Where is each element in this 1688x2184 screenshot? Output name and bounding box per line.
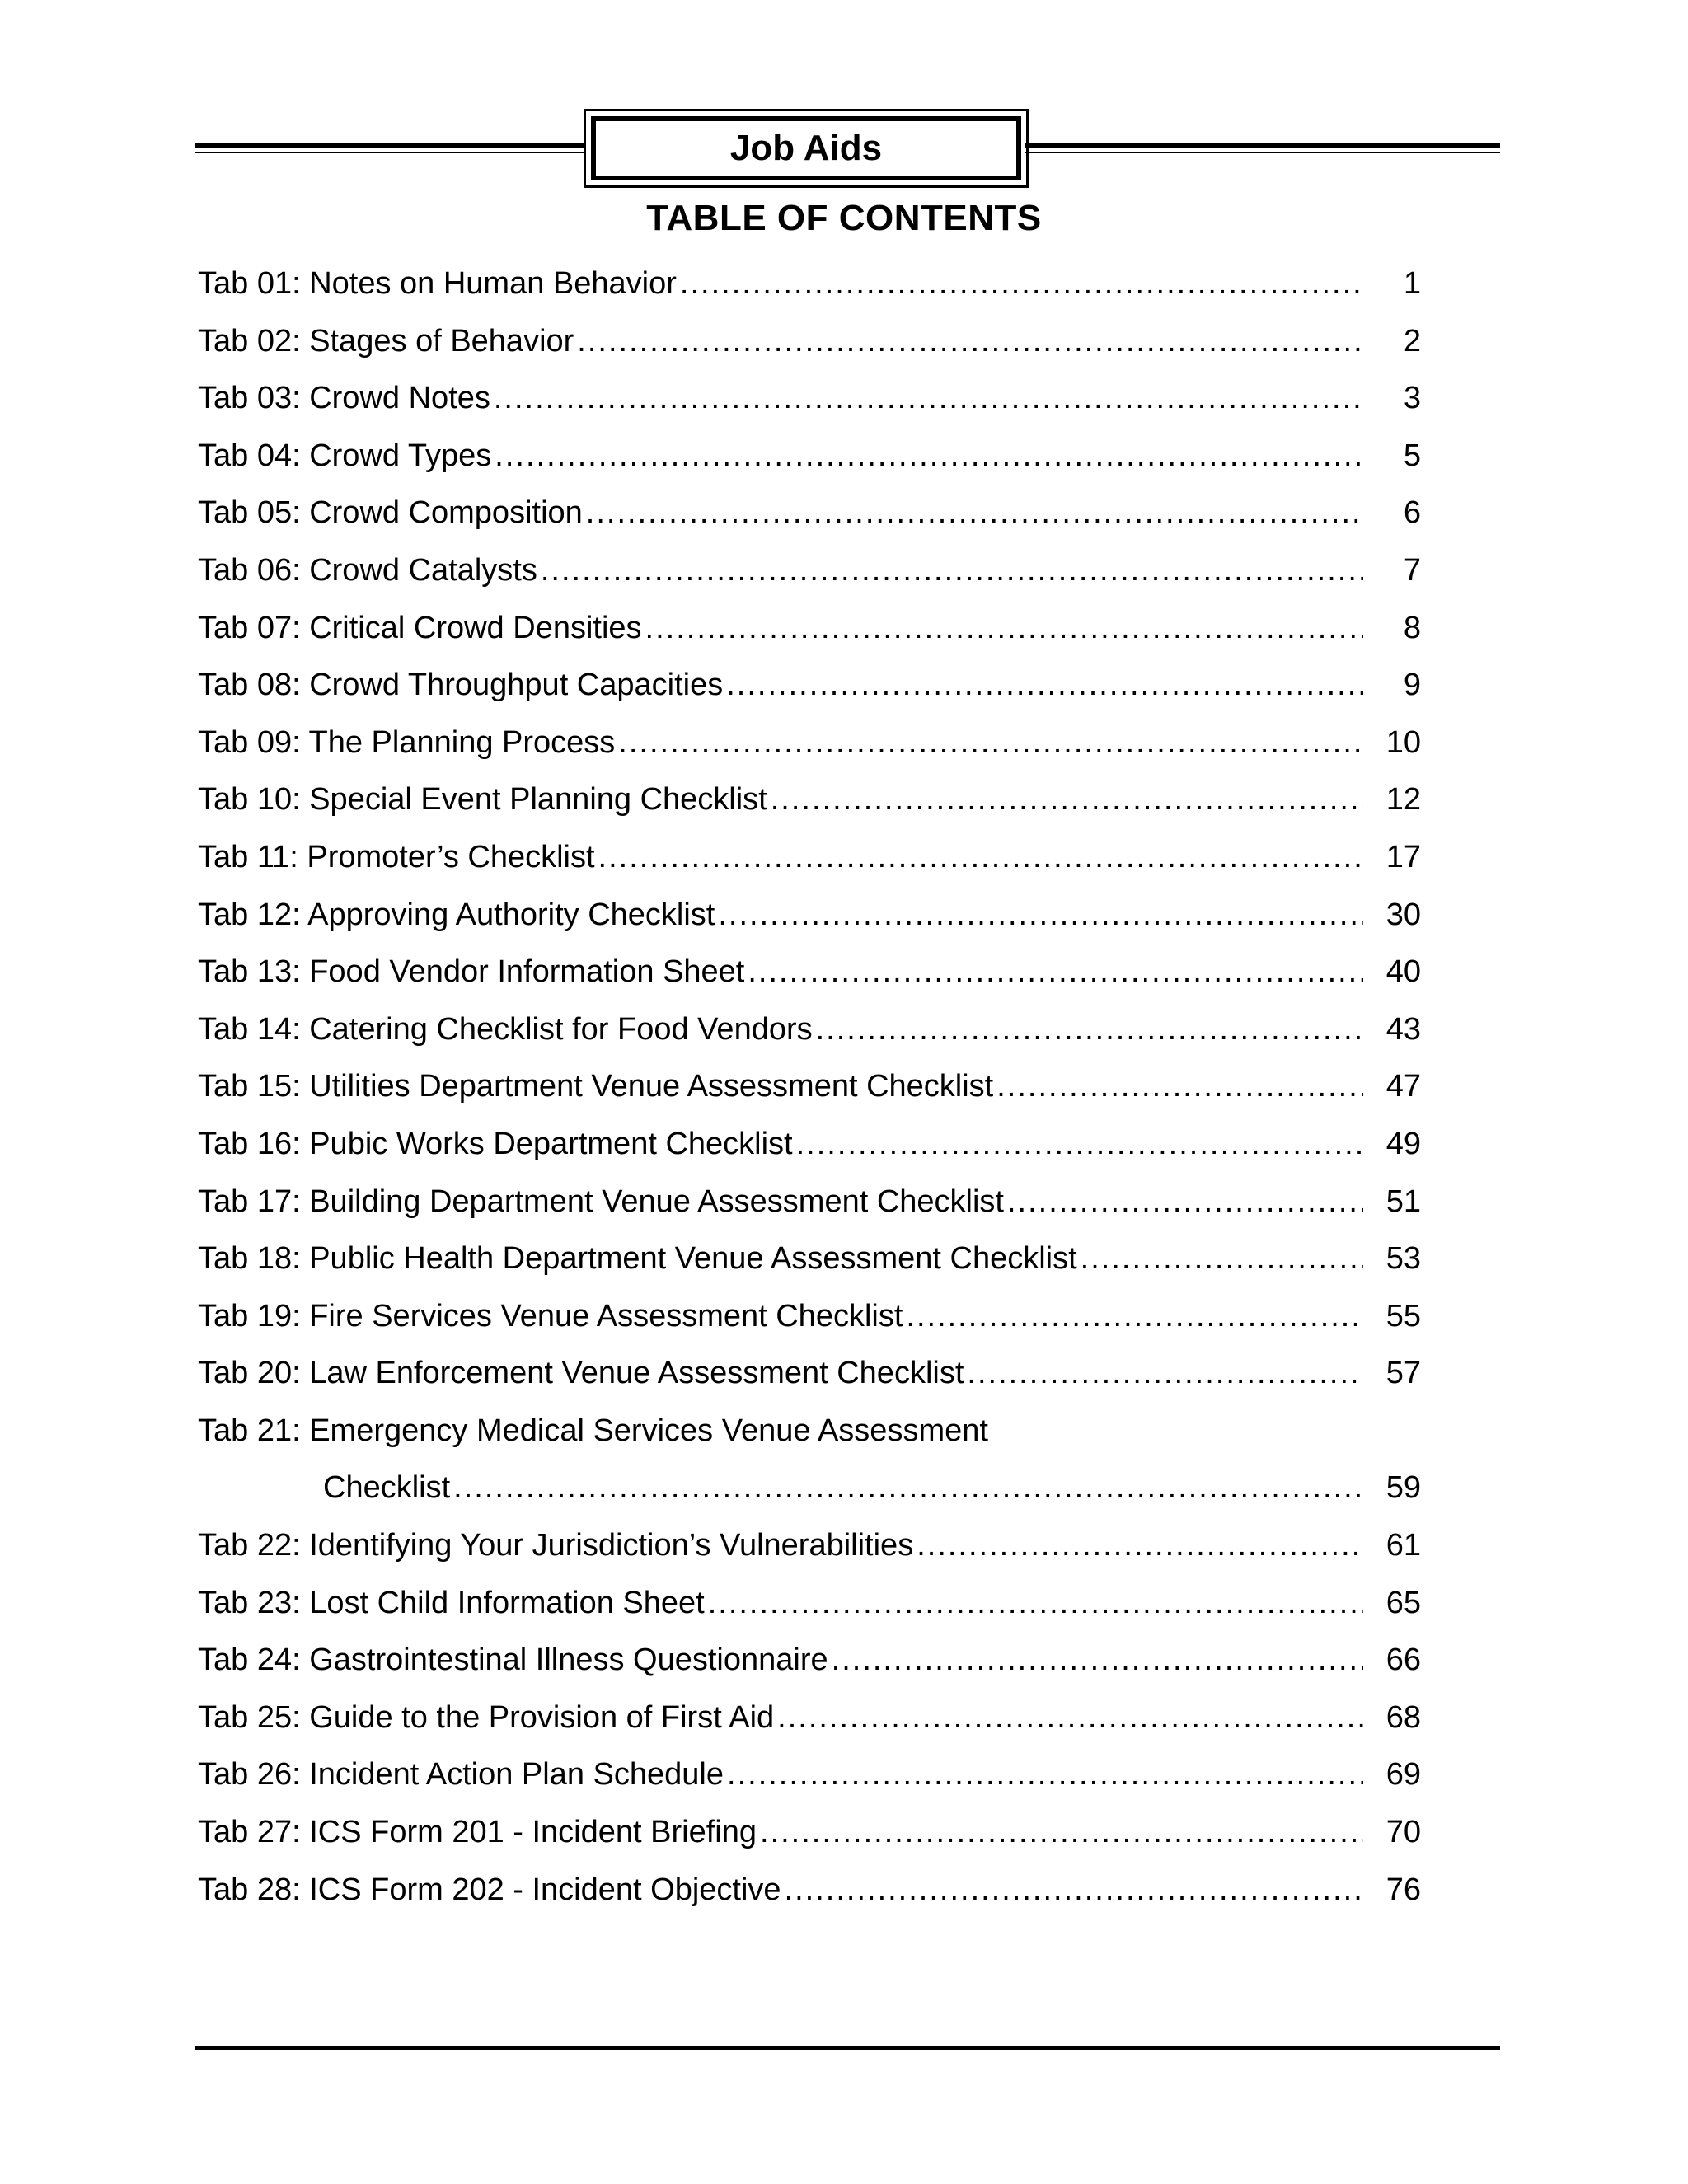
toc-entry[interactable] bbox=[198, 1116, 1421, 1174]
toc-entry-page: 61 bbox=[1386, 1528, 1421, 1563]
toc-dot-leader bbox=[796, 1116, 1363, 1174]
toc-entry-label: Tab 18: Public Health Department Venue Assessment Checklist bbox=[198, 1241, 1077, 1277]
toc-entry-label: Tab 20: Law Enforcement Venue Assessment Checklist bbox=[198, 1356, 964, 1391]
toc-entry[interactable] bbox=[198, 1575, 1421, 1633]
toc-entry-page: 1 bbox=[1403, 266, 1421, 301]
toc-dot-leader bbox=[906, 1288, 1363, 1346]
toc-entry-label: Tab 21: Emergency Medical Services Venue Assessment bbox=[198, 1413, 988, 1448]
toc-entry[interactable] bbox=[198, 1058, 1421, 1116]
toc-entry-page: 59 bbox=[1386, 1470, 1421, 1506]
toc-dot-leader bbox=[453, 1460, 1363, 1517]
toc-entry-label: Tab 02: Stages of Behavior bbox=[198, 323, 574, 359]
toc-entry[interactable] bbox=[198, 1174, 1421, 1231]
toc-entry-label: Tab 27: ICS Form 201 - Incident Briefing bbox=[198, 1815, 757, 1850]
toc-entry-label: Tab 01: Notes on Human Behavior bbox=[198, 266, 677, 301]
toc-entry-label: Tab 22: Identifying Your Jurisdiction’s Vulnerabilities bbox=[198, 1528, 914, 1563]
toc-entry-page: 53 bbox=[1386, 1241, 1421, 1277]
toc-entry[interactable] bbox=[198, 1517, 1421, 1575]
toc-entry-label: Tab 14: Catering Checklist for Food Vendors bbox=[198, 1011, 813, 1047]
toc-entry[interactable] bbox=[198, 1001, 1421, 1059]
header-rule-left bbox=[195, 143, 585, 153]
toc-entry-continuation[interactable] bbox=[198, 1460, 1421, 1517]
toc-entry-page: 40 bbox=[1386, 954, 1421, 990]
toc-entry[interactable] bbox=[198, 1288, 1421, 1346]
toc-dot-leader bbox=[708, 1575, 1363, 1633]
toc-dot-leader bbox=[760, 1804, 1363, 1862]
toc-entry[interactable] bbox=[198, 313, 1421, 371]
toc-entry[interactable] bbox=[198, 485, 1421, 542]
toc-dot-leader bbox=[816, 1001, 1363, 1059]
toc-entry[interactable] bbox=[198, 1230, 1421, 1288]
toc-dot-leader bbox=[1007, 1174, 1363, 1231]
toc-entry-page: 12 bbox=[1386, 782, 1421, 818]
toc-entry-page: 57 bbox=[1386, 1356, 1421, 1391]
header-rule-right bbox=[1025, 143, 1500, 153]
toc-entry-page: 9 bbox=[1403, 668, 1421, 703]
toc-dot-leader bbox=[645, 600, 1363, 658]
toc-entry-page: 5 bbox=[1403, 438, 1421, 473]
toc-entry-page: 17 bbox=[1386, 839, 1421, 874]
toc-entry-page: 68 bbox=[1386, 1699, 1421, 1735]
toc-entry-label: Tab 26: Incident Action Plan Schedule bbox=[198, 1757, 724, 1793]
toc-dot-leader bbox=[680, 255, 1363, 313]
section-title: Job Aids bbox=[591, 116, 1021, 180]
toc-dot-leader bbox=[748, 944, 1363, 1001]
toc-entry[interactable] bbox=[198, 600, 1421, 658]
toc-entry-label: Tab 17: Building Department Venue Assessment Checklist bbox=[198, 1183, 1004, 1219]
toc-dot-leader bbox=[777, 1690, 1363, 1747]
toc-entry-page: 49 bbox=[1386, 1126, 1421, 1161]
toc-entry-label: Tab 28: ICS Form 202 - Incident Objective bbox=[198, 1872, 781, 1907]
toc-entry-label: Tab 11: Promoter’s Checklist bbox=[198, 839, 595, 874]
toc-entry-label: Tab 23: Lost Child Information Sheet bbox=[198, 1585, 705, 1620]
toc-entry-page: 70 bbox=[1386, 1815, 1421, 1850]
toc-entry-page: 69 bbox=[1386, 1757, 1421, 1793]
toc-entry[interactable] bbox=[198, 1345, 1421, 1403]
toc-entry-page: 10 bbox=[1386, 724, 1421, 760]
toc-dot-leader bbox=[577, 313, 1363, 371]
toc-dot-leader bbox=[618, 715, 1363, 772]
toc-entry[interactable] bbox=[198, 944, 1421, 1001]
section-header-box bbox=[584, 109, 1029, 188]
toc-entry-label: Tab 08: Crowd Throughput Capacities bbox=[198, 668, 724, 703]
table-of-contents bbox=[198, 255, 1421, 1919]
toc-entry-page: 30 bbox=[1386, 897, 1421, 932]
toc-entry-label: Tab 06: Crowd Catalysts bbox=[198, 552, 537, 588]
toc-entry[interactable] bbox=[198, 370, 1421, 428]
toc-dot-leader bbox=[541, 542, 1363, 600]
toc-dot-leader bbox=[598, 829, 1363, 887]
toc-entry[interactable] bbox=[198, 771, 1421, 829]
toc-entry-page: 2 bbox=[1403, 323, 1421, 359]
toc-entry[interactable] bbox=[198, 1403, 1421, 1460]
toc-entry-label: Tab 12: Approving Authority Checklist bbox=[198, 897, 715, 932]
toc-entry[interactable] bbox=[198, 1632, 1421, 1690]
toc-dot-leader bbox=[718, 887, 1363, 944]
toc-entry-label: Tab 10: Special Event Planning Checklist bbox=[198, 782, 767, 818]
toc-dot-leader bbox=[726, 657, 1363, 715]
toc-entry-page: 51 bbox=[1386, 1183, 1421, 1219]
toc-entry[interactable] bbox=[198, 829, 1421, 887]
toc-dot-leader bbox=[495, 428, 1363, 485]
toc-dot-leader bbox=[832, 1632, 1363, 1690]
toc-entry[interactable] bbox=[198, 657, 1421, 715]
toc-entry[interactable] bbox=[198, 715, 1421, 772]
toc-entry[interactable] bbox=[198, 1862, 1421, 1919]
toc-entry-label-continuation: Checklist bbox=[323, 1470, 451, 1506]
toc-entry-label: Tab 07: Critical Crowd Densities bbox=[198, 610, 642, 645]
toc-entry-page: 47 bbox=[1386, 1069, 1421, 1104]
toc-dot-leader bbox=[586, 485, 1363, 542]
toc-dot-leader bbox=[771, 771, 1363, 829]
toc-entry-page: 55 bbox=[1386, 1298, 1421, 1333]
toc-dot-leader bbox=[967, 1345, 1363, 1403]
toc-entry[interactable] bbox=[198, 255, 1421, 313]
toc-dot-leader bbox=[785, 1862, 1363, 1919]
toc-entry-label: Tab 15: Utilities Department Venue Assessment Checklist bbox=[198, 1069, 994, 1104]
toc-entry[interactable] bbox=[198, 1746, 1421, 1804]
toc-entry-page: 76 bbox=[1386, 1872, 1421, 1907]
page-title: TABLE OF CONTENTS bbox=[646, 198, 1042, 238]
toc-entry-label: Tab 04: Crowd Types bbox=[198, 438, 492, 473]
toc-entry-label: Tab 05: Crowd Composition bbox=[198, 495, 583, 531]
toc-entry-label: Tab 03: Crowd Notes bbox=[198, 381, 490, 416]
toc-entry-page: 7 bbox=[1403, 552, 1421, 588]
toc-entry-label: Tab 13: Food Vendor Information Sheet bbox=[198, 954, 745, 990]
toc-entry-label: Tab 16: Pubic Works Department Checklist bbox=[198, 1126, 793, 1161]
toc-entry[interactable] bbox=[198, 428, 1421, 485]
toc-entry[interactable] bbox=[198, 1690, 1421, 1747]
toc-entry-label: Tab 09: The Planning Process bbox=[198, 724, 616, 760]
toc-entry-page: 65 bbox=[1386, 1585, 1421, 1620]
toc-entry[interactable] bbox=[198, 1804, 1421, 1862]
toc-dot-leader bbox=[996, 1058, 1363, 1116]
toc-entry-label: Tab 25: Guide to the Provision of First Aid bbox=[198, 1699, 775, 1735]
toc-entry-page: 8 bbox=[1403, 610, 1421, 645]
toc-entry[interactable] bbox=[198, 887, 1421, 944]
toc-entry-page: 66 bbox=[1386, 1643, 1421, 1678]
toc-dot-leader bbox=[494, 370, 1363, 428]
toc-dot-leader bbox=[917, 1517, 1363, 1575]
toc-entry-page: 6 bbox=[1403, 495, 1421, 531]
footer-rule bbox=[195, 2046, 1500, 2050]
toc-entry-label: Tab 24: Gastrointestinal Illness Questionnaire bbox=[198, 1643, 828, 1678]
toc-entry[interactable] bbox=[198, 542, 1421, 600]
toc-entry-page: 3 bbox=[1403, 381, 1421, 416]
toc-entry-page: 43 bbox=[1386, 1011, 1421, 1047]
toc-dot-leader bbox=[1081, 1230, 1363, 1288]
toc-dot-leader bbox=[727, 1746, 1363, 1804]
toc-entry-label: Tab 19: Fire Services Venue Assessment Checklist bbox=[198, 1298, 903, 1333]
